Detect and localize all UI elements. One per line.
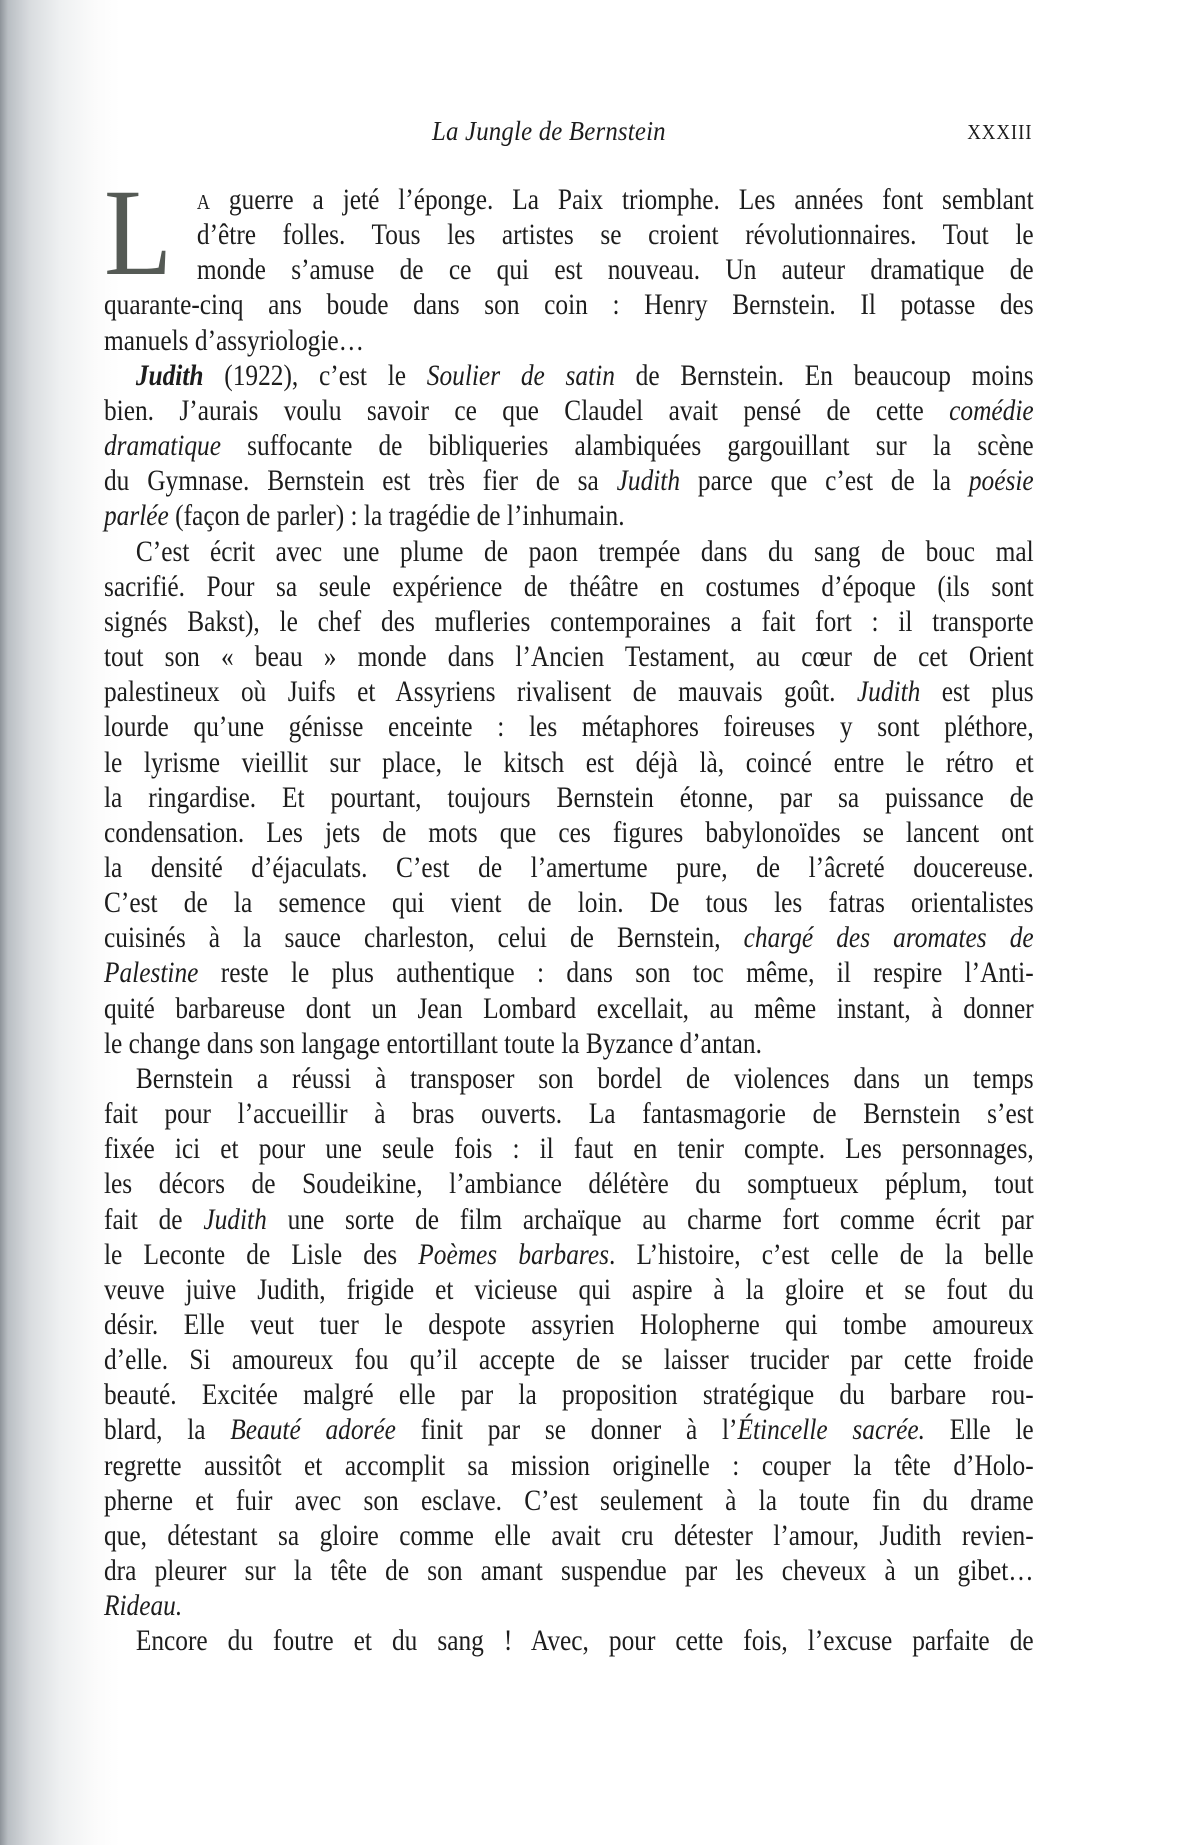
text-line xyxy=(104,1203,1034,1238)
text-line xyxy=(104,675,1034,710)
text-line: la ringardise. Et pourtant, toujours Bernstein étonne, par sa puissance de xyxy=(104,781,1034,814)
line-text: une sorte de film archaïque au charme fort comme écrit par xyxy=(266,1203,1034,1236)
italic-text: Judith xyxy=(203,1203,267,1236)
italic-text: Soulier de satin xyxy=(426,359,615,392)
line-text: fait de xyxy=(104,1203,204,1236)
line-text: Elle le xyxy=(924,1414,1034,1447)
text-line xyxy=(104,183,1034,218)
text-line: dra pleurer sur la tête de son amant suspendue par les cheveux à un gibet… xyxy=(104,1555,1034,1588)
text-line: d’elle. Si amoureux fou qu’il accepte de se laisser trucider par cette froide xyxy=(104,1344,1034,1377)
italic-text: Poèmes barbares xyxy=(418,1238,609,1271)
italic-text: comédie xyxy=(949,394,1034,427)
body-text xyxy=(104,164,1034,1660)
text-line xyxy=(104,429,1034,464)
text-line xyxy=(104,499,1034,534)
line-text: de Bernstein. En beaucoup moins xyxy=(614,359,1034,392)
text-line: signés Bakst), le chef des mufleries contemporaines a fait fort : il transporte xyxy=(104,605,1034,638)
text-line: monde s’amuse de ce qui est nouveau. Un auteur dramatique de xyxy=(196,254,1034,287)
text-line: la densité d’éjaculats. C’est de l’amertume pure, de l’âcreté doucereuse. xyxy=(104,851,1034,884)
text-line: désir. Elle veut tuer le despote assyrien Holopherne qui tombe amoureux xyxy=(104,1309,1034,1341)
text-line xyxy=(104,956,1034,991)
italic-text: parlée xyxy=(104,500,169,533)
text-line: pherne et fuir avec son esclave. C’est seulement à la toute fin du drame xyxy=(104,1484,1034,1517)
line-text: le Leconte de Lisle des xyxy=(104,1238,419,1271)
line-text: palestineux où Juifs et Assyriens rivalisent de mauvais goût. xyxy=(104,676,857,709)
italic-text: Rideau. xyxy=(104,1590,183,1623)
text-line: regrette aussitôt et accomplit sa mission originelle : couper la tête d’Holo- xyxy=(104,1449,1034,1482)
line-text: blard, la xyxy=(104,1414,231,1447)
text-line: le change dans son langage entortillant toute la Byzance d’antan. xyxy=(104,1027,762,1060)
running-head-title: La Jungle de Bernstein xyxy=(432,116,666,146)
text-line: beauté. Excitée malgré elle par la proposition stratégique du barbare rou- xyxy=(104,1379,1034,1412)
text-line: manuels d’assyriologie… xyxy=(104,324,365,357)
text-line: quarante-cinq ans boude dans son coin : Henry Bernstein. Il potasse des xyxy=(104,289,1034,322)
text-line: C’est écrit avec une plume de paon trempée dans du sang de bouc mal xyxy=(135,535,1034,568)
text-line xyxy=(104,1589,1034,1624)
text-line xyxy=(104,1238,1034,1273)
text-line: les décors de Soudeikine, l’ambiance délétère du somptueux péplum, tout xyxy=(104,1168,1034,1201)
text-line xyxy=(104,359,1034,394)
text-line xyxy=(104,1413,1034,1448)
page-number: XXXIII xyxy=(966,120,1032,144)
text-line xyxy=(104,464,1034,499)
text-line xyxy=(104,921,1034,956)
line-text: du Gymnase. Bernstein est très fier de sa xyxy=(104,465,617,498)
italic-text: poésie xyxy=(968,465,1034,498)
italic-text: Étincelle sacrée. xyxy=(737,1414,925,1447)
italic-text: Beauté adorée xyxy=(230,1414,396,1447)
line-text: guerre a jeté l’éponge. La Paix triomphe. Les années font semblant xyxy=(209,184,1034,216)
text-line: veuve juive Judith, frigide et vicieuse qui aspire à la gloire et se fout du xyxy=(104,1273,1034,1306)
text-line: sacrifié. Pour sa seule expérience de théâtre en costumes d’époque (ils sont xyxy=(104,570,1034,603)
running-head xyxy=(0,116,1200,152)
italic-text: Judith xyxy=(616,465,681,498)
text-line: fixée ici et pour une seule fois : il faut en tenir compte. Les personnages, xyxy=(104,1133,1034,1166)
line-text: (1922), c’est le xyxy=(203,359,427,392)
text-line: tout son « beau » monde dans l’Ancien Testament, au cœur de cet Orient xyxy=(104,641,1034,674)
text-line xyxy=(104,394,1034,429)
line-text: parce que c’est de la xyxy=(680,465,969,498)
line-text: reste le plus authentique : dans son toc même, il respire l’Anti- xyxy=(198,957,1034,990)
line-text: bien. J’aurais voulu savoir ce que Claudel avait pensé de cette xyxy=(104,394,950,427)
bold-italic-title: Judith xyxy=(135,359,204,392)
drop-cap: L xyxy=(104,164,173,301)
text-line: fait pour l’accueillir à bras ouverts. La fantasmagorie de Bernstein s’est xyxy=(104,1098,1034,1131)
text-line: condensation. Les jets de mots que ces figures babylonoïdes se lancent ont xyxy=(104,816,1034,849)
italic-text: chargé des aromates de xyxy=(743,922,1034,955)
text-line: le lyrisme vieillit sur place, le kitsch est déjà là, coincé entre le rétro et xyxy=(104,746,1034,779)
text-line: Bernstein a réussi à transposer son bordel de violences dans un temps xyxy=(135,1062,1034,1095)
text-line: d’être folles. Tous les artistes se croient révolutionnaires. Tout le xyxy=(196,219,1034,252)
italic-text: Judith xyxy=(856,676,921,709)
line-text: . L’histoire, c’est celle de la belle xyxy=(608,1238,1034,1271)
line-text: suffocante de bibliqueries alambiquées gargouillant sur la scène xyxy=(220,430,1034,463)
text-line: que, détestant sa gloire comme elle avait cru détester l’amour, Judith revien- xyxy=(104,1519,1034,1552)
line-text: est plus xyxy=(920,676,1034,709)
italic-text: dramatique xyxy=(104,430,221,463)
text-line: C’est de la semence qui vient de loin. De tous les fatras orientalistes xyxy=(104,887,1034,920)
line-text: (façon de parler) : la tragédie de l’inhumain. xyxy=(168,500,625,533)
small-cap-letter: A xyxy=(196,190,210,214)
text-line: quité barbareuse dont un Jean Lombard excellait, au même instant, à donner xyxy=(104,992,1034,1025)
text-line: Encore du foutre et du sang ! Avec, pour cette fois, l’excuse parfaite de xyxy=(135,1625,1034,1658)
line-text: cuisinés à la sauce charleston, celui de Bernstein, xyxy=(104,922,744,955)
text-line: lourde qu’une génisse enceinte : les métaphores foireuses y sont pléthore, xyxy=(104,711,1034,744)
line-text: finit par se donner à l’ xyxy=(395,1414,738,1447)
italic-text: Palestine xyxy=(104,957,199,990)
